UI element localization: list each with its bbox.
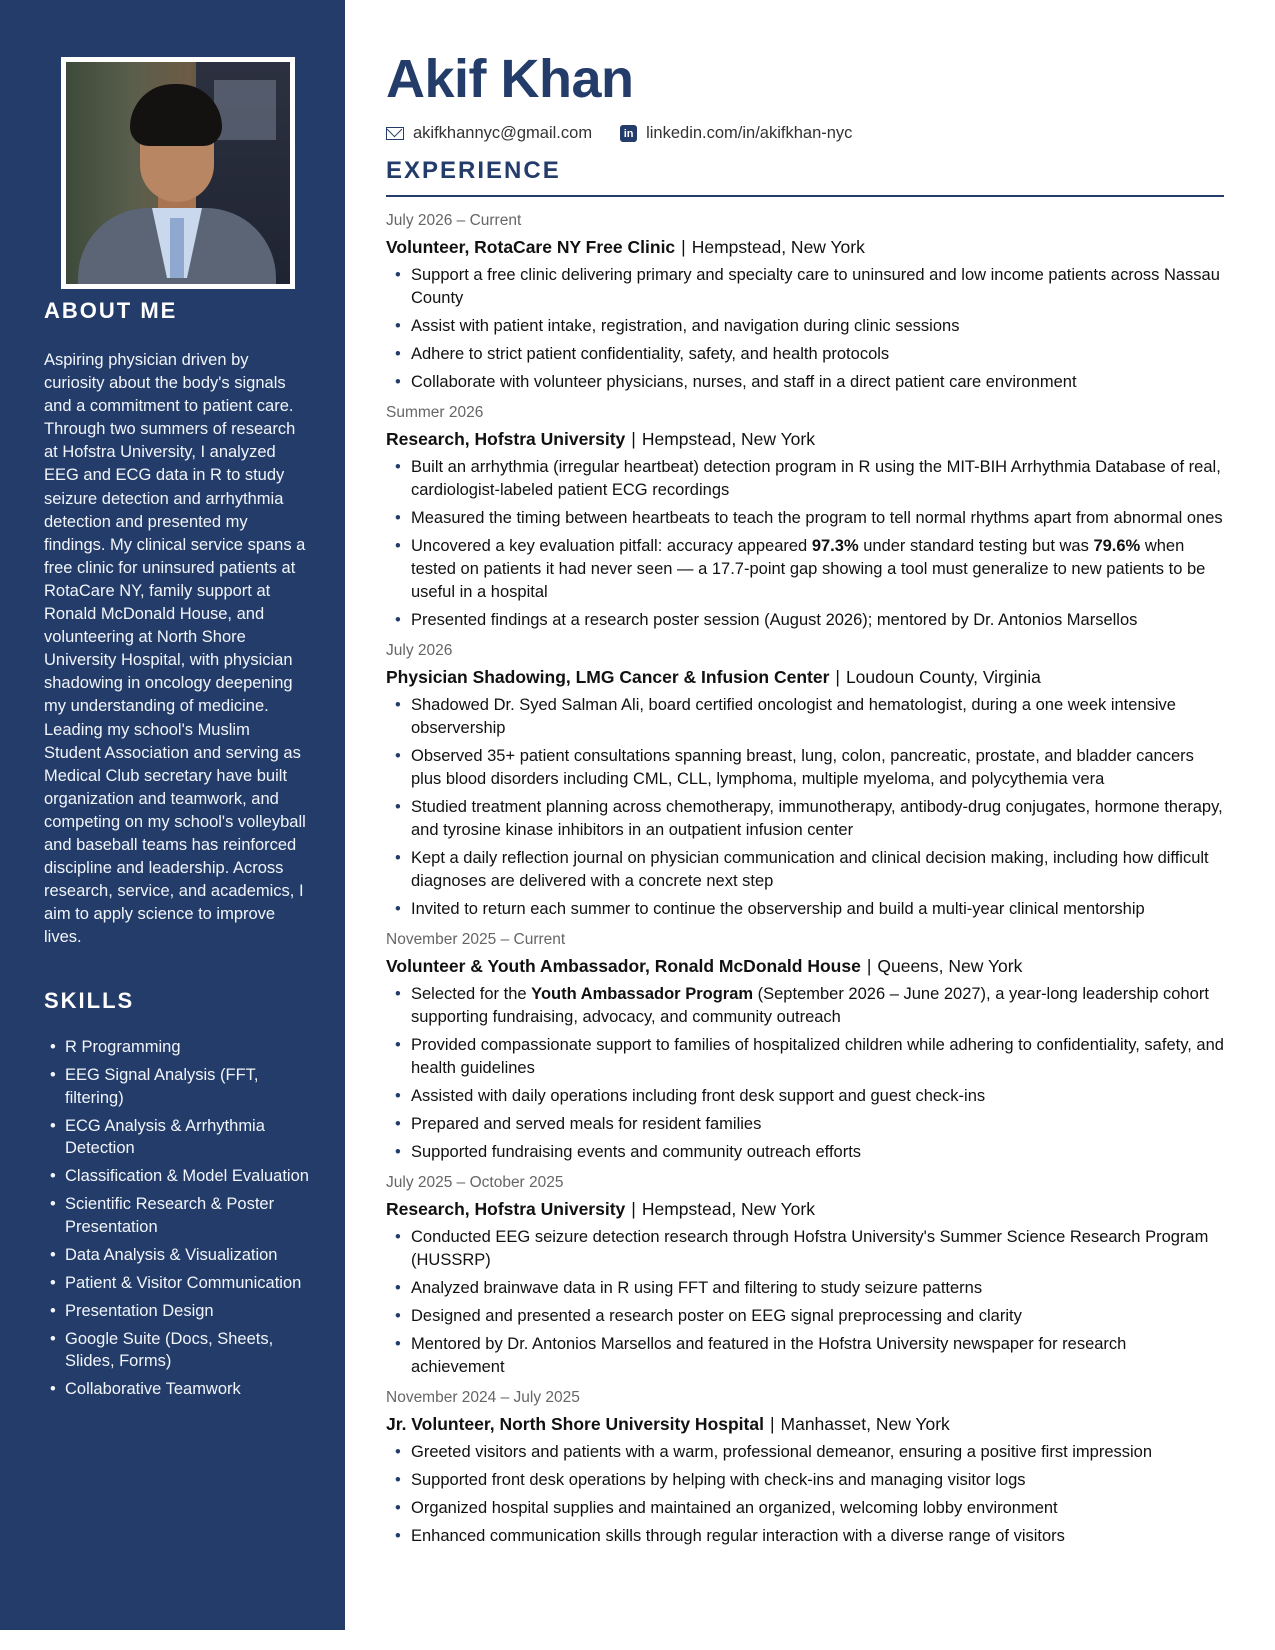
job-bullets <box>386 1441 1224 1548</box>
job-bullet: • Supported fundraising events and community outreach efforts <box>386 1141 1224 1164</box>
sidebar <box>0 0 345 1630</box>
profile-photo <box>61 57 295 289</box>
job-bullet: • Adhere to strict patient confidentiality, safety, and health protocols <box>386 343 1224 366</box>
job-bullet: • Supported front desk operations by helping with check-ins and managing visitor logs <box>386 1469 1224 1492</box>
linkedin-icon: in <box>620 125 637 142</box>
job-date: November 2024 – July 2025 <box>386 1389 580 1406</box>
job-bullet: • Analyzed brainwave data in R using FFT and filtering to study seizure patterns <box>386 1277 1224 1300</box>
skill-item: • Collaborative Teamwork <box>46 1378 316 1401</box>
email-contact[interactable] <box>386 124 592 143</box>
job-bullet: • Conducted EEG seizure detection research through Hofstra University's Summer Science Research Program (HUSSRP) <box>386 1226 1224 1272</box>
highlight-text: 79.6% <box>1093 537 1141 555</box>
job-bullet: • Invited to return each summer to continue the observership and build a multi-year clinical mentorship <box>386 898 1224 921</box>
job-role <box>386 954 1224 978</box>
section-divider <box>386 195 1224 197</box>
skill-item: • Presentation Design <box>46 1300 316 1323</box>
linkedin-contact[interactable] <box>620 124 852 143</box>
job-title: Volunteer, RotaCare NY Free Clinic <box>386 237 676 257</box>
job-title: Jr. Volunteer, North Shore University Hospital <box>386 1414 764 1434</box>
job-date: July 2026 <box>386 642 453 659</box>
job-bullet: • Observed 35+ patient consultations spanning breast, lung, colon, pancreatic, prostate, and bladder cancers plus blood disorders including CML, CLL, lymphoma, multiple myeloma, and polycythemia vera <box>386 745 1224 791</box>
job-date: July 2026 – Current <box>386 212 522 229</box>
job-bullet: • Enhanced communication skills through regular interaction with a diverse range of visitors <box>386 1525 1224 1548</box>
highlight-text: Youth Ambassador Program <box>531 985 754 1003</box>
job-bullet: • Assist with patient intake, registration, and navigation during clinic sessions <box>386 315 1224 338</box>
about-text: Aspiring physician driven by curiosity about the body's signals and a commitment to patient care. Through two summers of research at Hofstra University, I analyzed EEG and ECG data in R to study seizure detection and arrhythmia detection and presented my findings. My clinical service spans a free clinic for uninsured patients at RotaCare NY, family support at Ronald McDonald House, and volunteering at North Shore University Hospital, with physician shadowing in oncology deepening my understanding of medicine. Leading my school's Muslim Student Association and serving as Medical Club secretary have built organization and teamwork, and competing on my school's volleyball and baseball teams has reinforced discipline and leadership. Across research, service, and academics, I aim to apply science to improve lives. <box>44 351 306 947</box>
job-date: July 2025 – October 2025 <box>386 1174 564 1191</box>
about-heading: ABOUT ME <box>44 298 178 323</box>
job-title: Volunteer & Youth Ambassador, Ronald McDonald House <box>386 956 861 976</box>
job-bullet: • Kept a daily reflection journal on physician communication and clinical decision making, including how difficult diagnoses are delivered with a concrete next step <box>386 847 1224 893</box>
linkedin-text[interactable]: linkedin.com/in/akifkhan-nyc <box>646 124 853 142</box>
job-bullet: • Presented findings at a research poster session (August 2026); mentored by Dr. Antonios Marsellos <box>386 609 1224 632</box>
skill-item: • Classification & Model Evaluation <box>46 1165 316 1188</box>
job-date: Summer 2026 <box>386 404 484 421</box>
job-date: November 2025 – Current <box>386 931 566 948</box>
job-title: Research, Hofstra University <box>386 1199 626 1219</box>
job-role <box>386 235 1224 259</box>
job-location: Queens, New York <box>877 956 1023 976</box>
job-title: Research, Hofstra University <box>386 429 626 449</box>
skills-list <box>46 1036 316 1406</box>
skill-item: • EEG Signal Analysis (FFT, filtering) <box>46 1064 316 1109</box>
skills-heading: SKILLS <box>44 988 135 1013</box>
job-role <box>386 1412 1224 1436</box>
job-bullets <box>386 1226 1224 1379</box>
job-location: Hempstead, New York <box>641 429 815 449</box>
job-bullet: • Designed and presented a research poster on EEG signal preprocessing and clarity <box>386 1305 1224 1328</box>
role-separator: | <box>681 237 686 257</box>
job-bullets <box>386 264 1224 394</box>
job-bullet: • Greeted visitors and patients with a warm, professional demeanor, ensuring a positive first impression <box>386 1441 1224 1464</box>
highlight-text: 97.3% <box>811 537 859 555</box>
experience-entry <box>386 929 1224 1164</box>
experience-entry <box>386 402 1224 632</box>
job-location: Hempstead, New York <box>691 237 865 257</box>
job-title: Physician Shadowing, LMG Cancer & Infusion Center <box>386 667 830 687</box>
job-bullet: • Built an arrhythmia (irregular heartbeat) detection program in R using the MIT-BIH Arrhythmia Database of real, cardiologist-labeled patient ECG recordings <box>386 456 1224 502</box>
role-separator: | <box>631 1199 636 1219</box>
role-separator: | <box>835 667 840 687</box>
skill-item: • Scientific Research & Poster Presentation <box>46 1193 316 1238</box>
job-location: Loudoun County, Virginia <box>845 667 1041 687</box>
role-separator: | <box>769 1414 775 1434</box>
experience-entry <box>386 1387 1224 1548</box>
experience-heading: EXPERIENCE <box>386 157 561 184</box>
role-separator: | <box>631 429 636 449</box>
job-role <box>386 665 1224 689</box>
job-role <box>386 1197 1224 1221</box>
job-bullet: • Support a free clinic delivering primary and specialty care to uninsured and low income patients across Nassau County <box>386 264 1224 310</box>
skill-item: • Patient & Visitor Communication <box>46 1272 316 1295</box>
job-location: Manhasset, New York <box>780 1414 950 1434</box>
contact-row <box>386 124 880 143</box>
profile-photo-image <box>66 62 290 284</box>
job-bullet: • Uncovered a key evaluation pitfall: accuracy appeared 97.3% under standard testing but was 79.6% when tested on patients it had never seen — a 17.7-point gap showing a tool must generalize to new patients to be useful in a hospital <box>386 535 1224 604</box>
skill-item: • ECG Analysis & Arrhythmia Detection <box>46 1115 316 1160</box>
job-location: Hempstead, New York <box>641 1199 815 1219</box>
job-bullet: • Prepared and served meals for resident families <box>386 1113 1224 1136</box>
experience-entry <box>386 210 1224 394</box>
mail-icon <box>386 127 404 140</box>
job-bullet: • Selected for the Youth Ambassador Program (September 2026 – June 2027), a year-long leadership cohort supporting fundraising, advocacy, and community outreach <box>386 983 1224 1029</box>
job-bullet: • Organized hospital supplies and maintained an organized, welcoming lobby environment <box>386 1497 1224 1520</box>
experience-list <box>386 210 1224 1556</box>
candidate-name: Akif Khan <box>386 49 634 109</box>
job-bullet: • Provided compassionate support to families of hospitalized children while adhering to confidentiality, safety, and health guidelines <box>386 1034 1224 1080</box>
job-bullets <box>386 694 1224 921</box>
job-bullet: • Studied treatment planning across chemotherapy, immunotherapy, antibody-drug conjugates, hormone therapy, and tyrosine kinase inhibitors in an outpatient infusion center <box>386 796 1224 842</box>
job-bullet: • Mentored by Dr. Antonios Marsellos and featured in the Hofstra University newspaper for research achievement <box>386 1333 1224 1379</box>
job-bullet: • Measured the timing between heartbeats to teach the program to tell normal rhythms apart from abnormal ones <box>386 507 1224 530</box>
role-separator: | <box>866 956 872 976</box>
experience-entry <box>386 1172 1224 1379</box>
email-text[interactable]: akifkhannyc@gmail.com <box>413 124 593 142</box>
job-bullets <box>386 456 1224 632</box>
job-bullet: • Shadowed Dr. Syed Salman Ali, board certified oncologist and hematologist, during a one week intensive observership <box>386 694 1224 740</box>
job-bullet: • Collaborate with volunteer physicians, nurses, and staff in a direct patient care environment <box>386 371 1224 394</box>
job-bullets <box>386 983 1224 1164</box>
skill-item: • Data Analysis & Visualization <box>46 1244 316 1267</box>
job-bullet: • Assisted with daily operations including front desk support and guest check-ins <box>386 1085 1224 1108</box>
skill-item: • Google Suite (Docs, Sheets, Slides, Forms) <box>46 1328 316 1373</box>
experience-entry <box>386 640 1224 921</box>
skill-item: • R Programming <box>46 1036 316 1059</box>
job-role <box>386 427 1224 451</box>
